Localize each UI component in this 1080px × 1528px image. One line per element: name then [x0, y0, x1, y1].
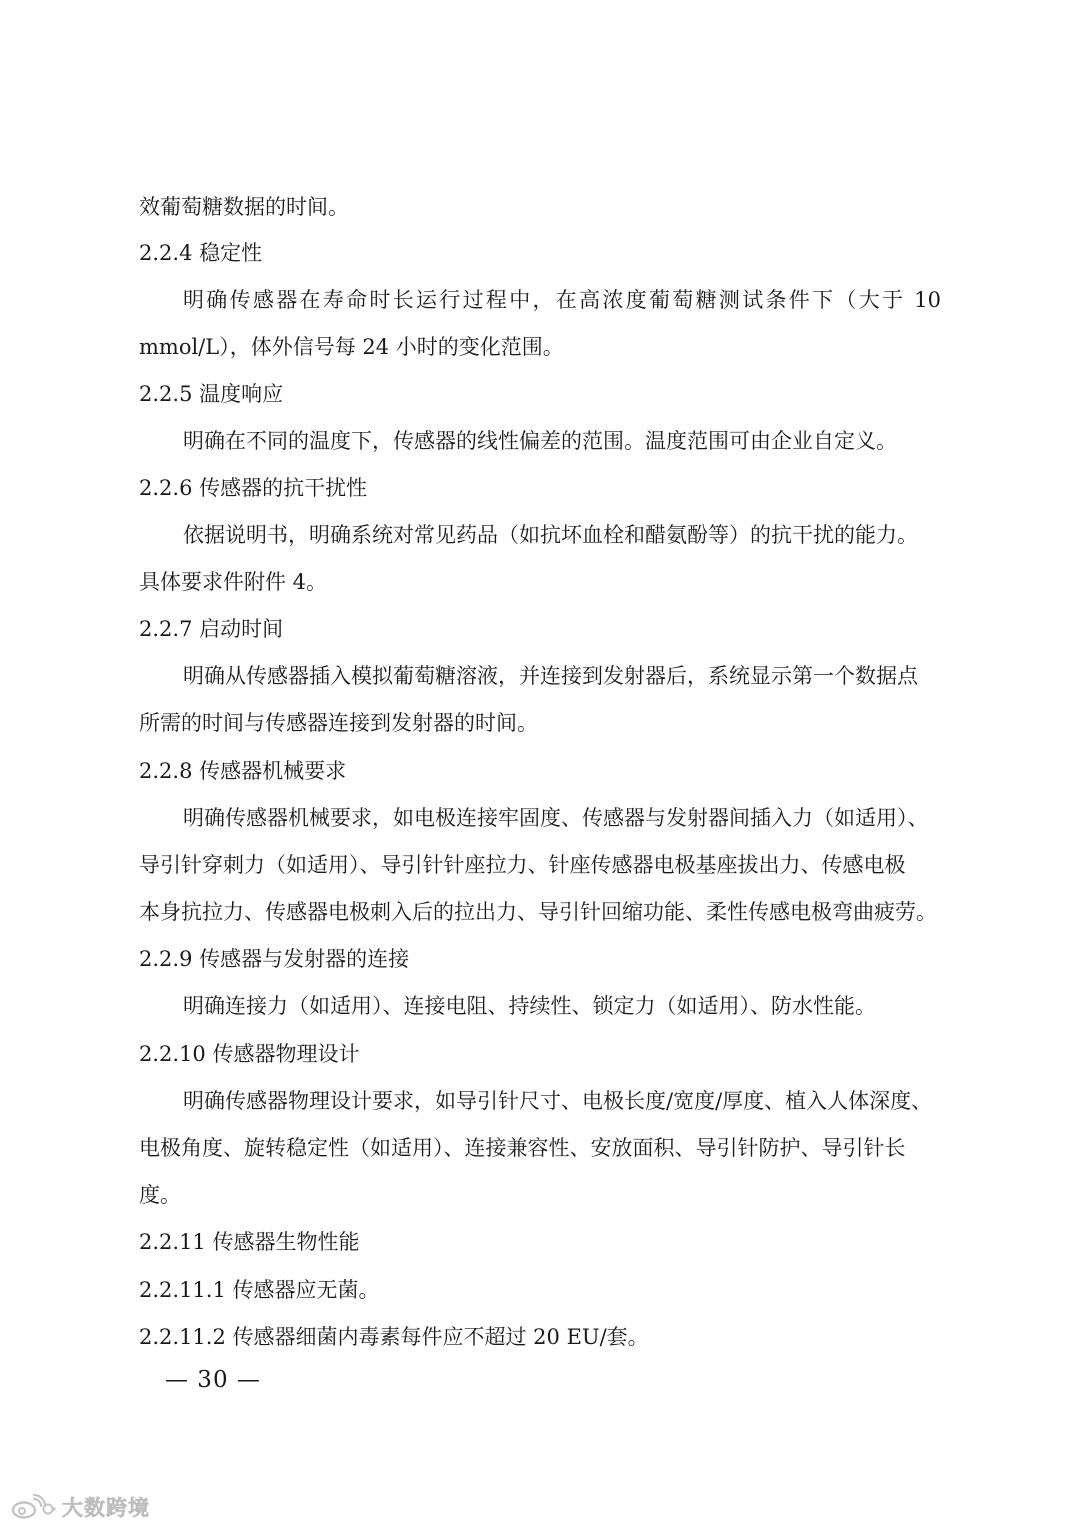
page-number: — 30 —: [165, 1367, 261, 1393]
paragraph-line: 导引针穿刺力（如适用）、导引针针座拉力、针座传感器电极基座拔出力、传感电极: [139, 853, 906, 877]
paragraph-line: 依据说明书，明确系统对常见药品（如抗坏血栓和醋氨酚等）的抗干扰的能力。: [183, 523, 918, 547]
paragraph-line: 度。: [139, 1183, 181, 1207]
section-heading-2-2-9: 2.2.9 传感器与发射器的连接: [139, 947, 410, 971]
section-heading-2-2-6: 2.2.6 传感器的抗干扰性: [139, 476, 368, 500]
paragraph-line: mmol/L），体外信号每 24 小时的变化范围。: [139, 335, 564, 359]
watermark: [10, 1492, 150, 1522]
paragraph-line: 明确连接力（如适用）、连接电阻、持续性、锁定力（如适用）、防水性能。: [183, 994, 876, 1018]
section-heading-2-2-10: 2.2.10 传感器物理设计: [139, 1042, 360, 1066]
section-heading-2-2-4: 2.2.4 稳定性: [139, 241, 263, 265]
section-heading-2-2-5: 2.2.5 温度响应: [139, 382, 284, 406]
paragraph-line: 具体要求件附件 4。: [139, 570, 328, 594]
paragraph-line: 所需的时间与传感器连接到发射器的时间。: [139, 711, 538, 735]
paragraph-line: 效葡萄糖数据的时间。: [139, 195, 349, 219]
paragraph-line: 电极角度、旋转稳定性（如适用）、连接兼容性、安放面积、导引针防护、导引针长: [139, 1136, 906, 1160]
section-heading-2-2-7: 2.2.7 启动时间: [139, 617, 284, 641]
paragraph-line: 本身抗拉力、传感器电极刺入后的拉出力、导引针回缩功能、柔性传感电极弯曲疲劳。: [139, 900, 937, 924]
watermark-text: 大数跨境: [62, 1496, 150, 1520]
section-heading-2-2-11: 2.2.11 传感器生物性能: [139, 1230, 360, 1254]
section-heading-2-2-8: 2.2.8 传感器机械要求: [139, 759, 347, 783]
paragraph-line: 明确传感器机械要求，如电极连接牢固度、传感器与发射器间插入力（如适用）、: [183, 806, 929, 830]
weibo-logo-icon: [10, 1494, 56, 1520]
subsection-line-2-2-11-1: 2.2.11.1 传感器应无菌。: [139, 1278, 380, 1302]
paragraph-line: 明确传感器在寿命时长运行过程中，在高浓度葡萄糖测试条件下（大于 10: [183, 288, 941, 312]
paragraph-line: 明确从传感器插入模拟葡萄糖溶液，并连接到发射器后，系统显示第一个数据点: [183, 664, 918, 688]
subsection-line-2-2-11-2: 2.2.11.2 传感器细菌内毒素每件应不超过 20 EU/套。: [139, 1325, 649, 1349]
paragraph-line: 明确在不同的温度下，传感器的线性偏差的范围。温度范围可由企业自定义。: [183, 429, 897, 453]
paragraph-line: 明确传感器物理设计要求，如导引针尺寸、电极长度/宽度/厚度、植入人体深度、: [183, 1089, 933, 1113]
